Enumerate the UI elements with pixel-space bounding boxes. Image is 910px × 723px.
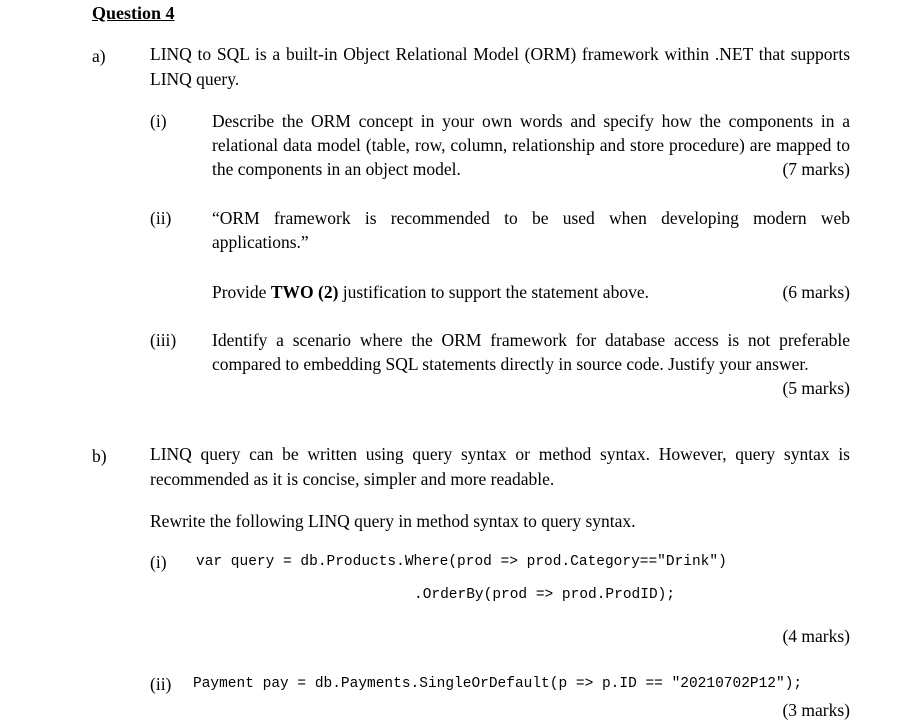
part-b-label: b): [92, 446, 107, 466]
part-a-ii-label: (ii): [150, 208, 172, 228]
part-b-ii-marks: (3 marks): [782, 700, 850, 720]
part-b-i-code-line1: var query = db.Products.Where(prod => prod.Category=="Drink"): [196, 554, 727, 570]
part-b-ii-label: (ii): [150, 674, 172, 694]
part-a-iii-label: (iii): [150, 330, 177, 350]
question-title: Question 4: [92, 3, 175, 23]
part-a-intro: LINQ to SQL is a built-in Object Relational Model (ORM) framework within .NET that supports LINQ query.: [150, 44, 850, 89]
part-a-i-marks: (7 marks): [782, 159, 850, 179]
part-a-ii-bold: TWO (2): [270, 282, 339, 302]
part-a-iii-text: Identify a scenario where the ORM framework for database access is not preferable compared to embedding SQL statements directly in source code. Justify your answer.: [212, 330, 850, 374]
part-b-ii-code: Payment pay = db.Payments.SingleOrDefault(p => p.ID == "20210702P12");: [193, 676, 803, 692]
part-a-i-label: (i): [150, 111, 167, 131]
part-a-iii-marks: (5 marks): [782, 378, 850, 398]
part-a-ii-quote: “ORM framework is recommended to be used when developing modern web applications.”: [212, 208, 850, 252]
part-b-instruction: Rewrite the following LINQ query in method syntax to query syntax.: [150, 511, 636, 531]
part-a-ii-marks: (6 marks): [782, 282, 850, 302]
part-b-i-label: (i): [150, 552, 167, 572]
part-b-i-marks: (4 marks): [782, 626, 850, 646]
part-a-i-text: Describe the ORM concept in your own words and specify how the components in a relational data model (table, row, column, relationship and store procedure) are mapped to the components in an object model.: [212, 111, 850, 179]
part-b-intro: LINQ query can be written using query syntax or method syntax. However, query syntax is recommended as it is concise, simpler and more readable.: [150, 444, 850, 489]
part-b-i-code-line2: .OrderBy(prod => prod.ProdID);: [414, 587, 676, 603]
part-a-label: a): [92, 46, 106, 66]
part-a-ii-instruction: Provide TWO (2) justification to support the statement above.: [212, 282, 649, 302]
